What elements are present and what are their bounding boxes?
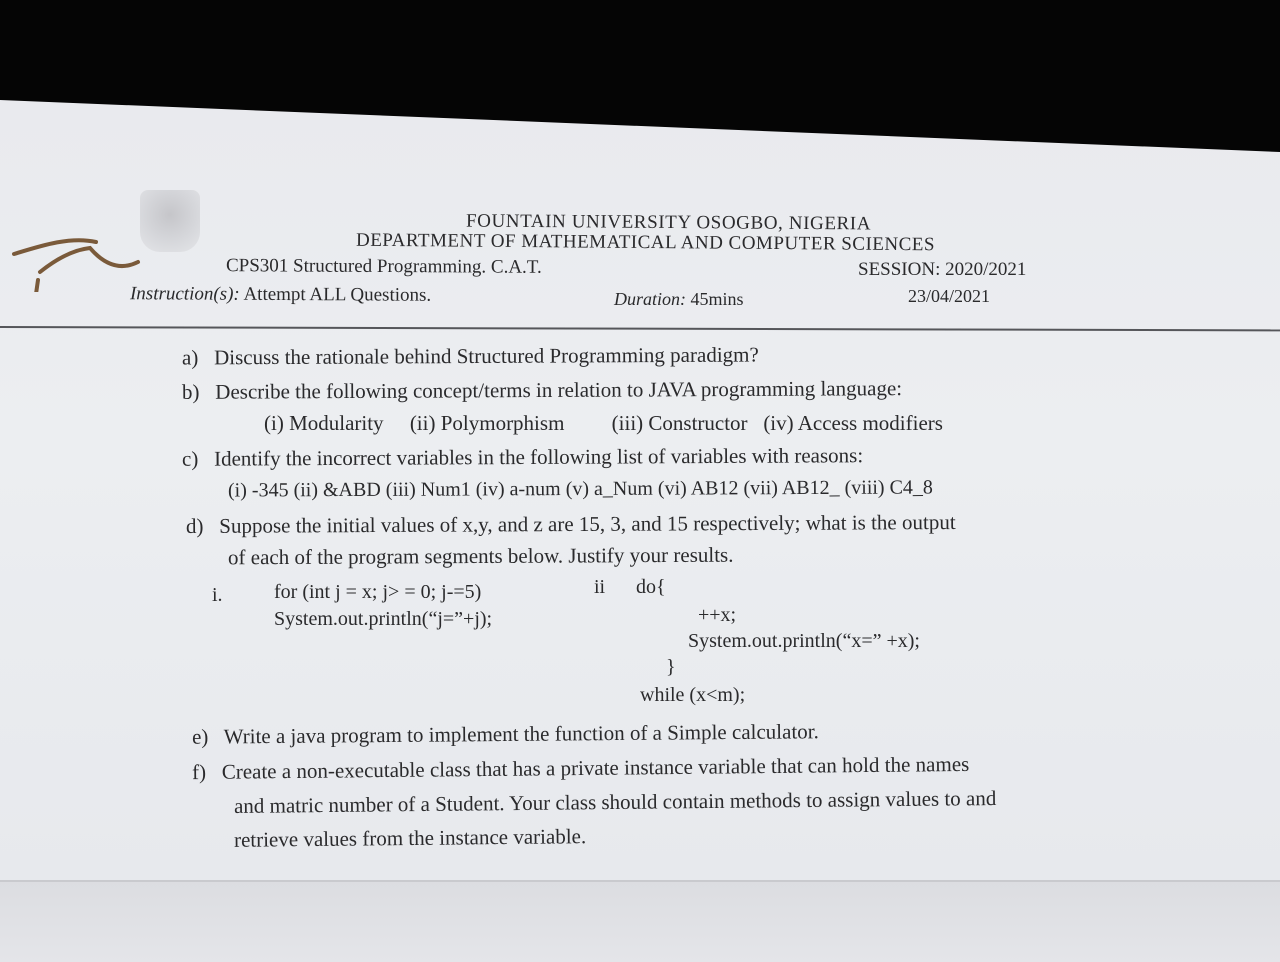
instruction-label: Instruction(s): <box>129 283 240 305</box>
duration <box>614 289 744 310</box>
duration-value: 45mins <box>690 289 744 309</box>
segment-2-line1: do{ <box>636 576 666 598</box>
question-b-label: b) <box>181 379 200 404</box>
question-c-label: c) <box>181 446 199 471</box>
instruction-text: Attempt ALL Questions. <box>243 283 432 306</box>
question-b-item: (iii) Constructor <box>611 411 748 435</box>
question-e-text: Write a java program to implement the function of a Simple calculator. <box>223 719 819 749</box>
duration-label: Duration: <box>614 289 686 309</box>
question-d-label: d) <box>185 513 204 539</box>
segment-2-line2: ++x; <box>698 604 737 626</box>
question-f-label: f) <box>191 759 207 785</box>
segment-2-line5: while (x<m); <box>640 684 746 706</box>
question-d-line1: Suppose the initial values of x,y, and z are 15, 3, and 15 respectively; what is the output <box>219 509 956 538</box>
paper-fold <box>0 880 1280 962</box>
segment-2-label: ii <box>594 576 606 598</box>
pen-scribble-icon <box>10 232 150 292</box>
question-b-item: (ii) Polymorphism <box>409 411 565 435</box>
university-name: FOUNTAIN UNIVERSITY OSOGBO, NIGERIA <box>465 210 872 235</box>
segment-1-label: i. <box>212 584 223 606</box>
question-b <box>182 376 902 405</box>
segment-1-line2: System.out.println(“j=”+j); <box>274 608 493 630</box>
department-name: DEPARTMENT OF MATHEMATICAL AND COMPUTER SCIENCES <box>355 229 936 256</box>
question-b-items <box>264 411 943 436</box>
question-f-line2: and matric number of a Student. Your class should contain methods to assign values to and <box>233 786 997 818</box>
instructions <box>130 283 431 307</box>
question-c-text: Identify the incorrect variables in the following list of variables with reasons: <box>214 443 864 471</box>
session: SESSION: 2020/2021 <box>858 259 1027 280</box>
question-d-line2: of each of the program segments below. Justify your results. <box>227 542 734 570</box>
course-title: CPS301 Structured Programming. C.A.T. <box>225 255 542 278</box>
question-d <box>186 510 956 539</box>
exam-date: 23/04/2021 <box>908 286 991 306</box>
question-c-variable-list: (i) -345 (ii) &ABD (iii) Num1 (iv) a-num (v) a_Num (vi) AB12 (vii) AB12_ (viii) C4_8 <box>227 476 933 502</box>
segment-1-line1: for (int j = x; j> = 0; j-=5) <box>274 581 482 603</box>
question-b-text: Describe the following concept/terms in relation to JAVA programming language: <box>215 376 903 404</box>
segment-2-line4: } <box>666 656 676 678</box>
question-a <box>182 342 759 370</box>
question-b-item: (i) Modularity <box>264 411 384 435</box>
question-a-text: Discuss the rationale behind Structured Programming paradigm? <box>214 342 759 370</box>
question-f-line3: retrieve values from the instance variable. <box>233 824 587 852</box>
segment-2-line3: System.out.println(“x=” +x); <box>688 630 920 652</box>
question-a-label: a) <box>181 345 199 370</box>
question-b-item: (iv) Access modifiers <box>763 411 943 435</box>
question-f-line1: Create a non-executable class that has a private instance variable that can hold the names <box>221 751 970 784</box>
question-e-label: e) <box>191 724 209 749</box>
question-c <box>182 443 863 472</box>
